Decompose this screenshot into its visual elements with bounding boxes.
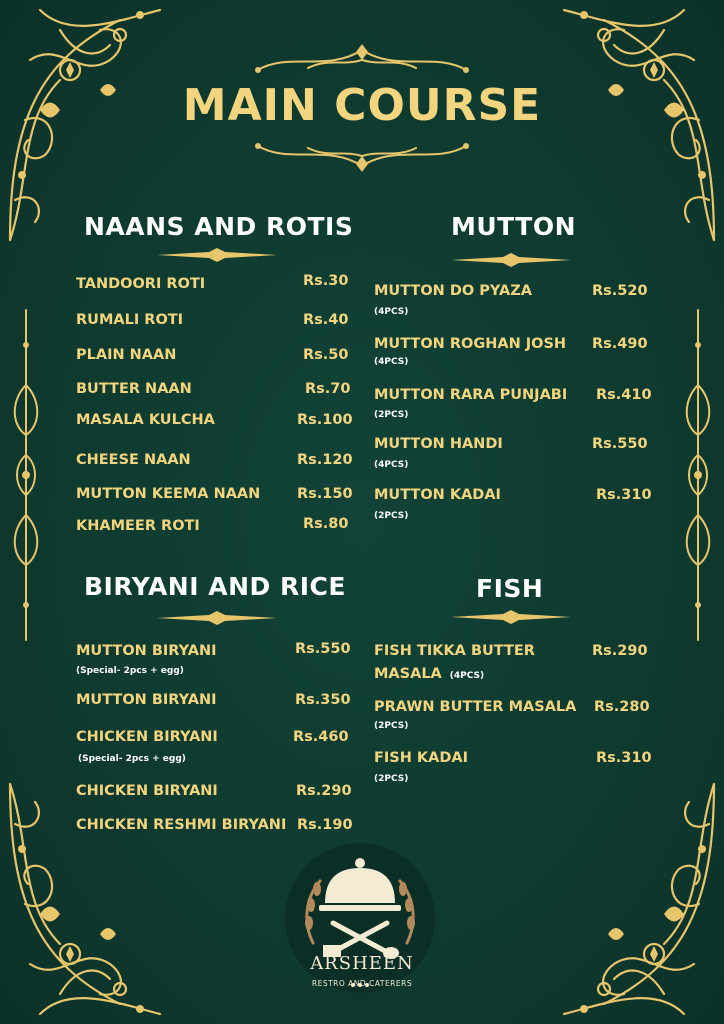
menu-item-name: TANDOORI ROTI (76, 276, 206, 292)
portion-note: (2PCS) (374, 511, 409, 521)
menu-item-price: Rs.490 (592, 336, 648, 352)
menu-item-price: Rs.50 (303, 347, 349, 363)
menu-item-name: MUTTON HANDI (374, 436, 503, 452)
menu-item-name-line2 (374, 666, 484, 682)
section-divider (451, 253, 571, 267)
menu-item-price: Rs.550 (295, 641, 351, 657)
portion-note: (2PCS) (374, 774, 409, 784)
menu-item-price: Rs.290 (592, 643, 648, 659)
title-ornament-top (248, 42, 476, 76)
menu-item-name: CHICKEN BIRYANI (76, 729, 218, 745)
section-divider (157, 248, 277, 262)
menu-item-price: Rs.290 (296, 783, 352, 799)
menu-item-name: CHICKEN BIRYANI (76, 783, 218, 799)
menu-item-name: MUTTON BIRYANI (76, 643, 217, 659)
menu-item-name: MUTTON KADAI (374, 487, 501, 503)
special-note: (Special- 2pcs + egg) (76, 666, 184, 676)
menu-item-price: Rs.550 (592, 436, 648, 452)
menu-item-price: Rs.40 (303, 312, 349, 328)
menu-item-price: Rs.190 (297, 817, 353, 833)
menu-item-name: PRAWN BUTTER MASALA (374, 699, 577, 715)
title-ornament-bottom (248, 140, 476, 174)
menu-item-price: Rs.350 (295, 692, 351, 708)
special-note: (Special- 2pcs + egg) (78, 754, 186, 764)
portion-note: (4PCS) (449, 671, 485, 681)
section-title-mutton: MUTTON (451, 212, 577, 241)
menu-item-name: MUTTON BIRYANI (76, 692, 217, 708)
menu-item-price: Rs.410 (596, 387, 652, 403)
menu-item-price: Rs.310 (596, 750, 652, 766)
menu-item-price: Rs.280 (594, 699, 650, 715)
menu-item-name: BUTTER NAAN (76, 381, 192, 397)
menu-item-name: MUTTON DO PYAZA (374, 283, 532, 299)
menu-item-name: CHEESE NAAN (76, 452, 191, 468)
menu-item-name: FISH KADAI (374, 750, 469, 766)
menu-item-price: Rs.100 (297, 412, 353, 428)
portion-note: (2PCS) (374, 410, 409, 420)
portion-note: (2PCS) (374, 721, 409, 731)
menu-item-price: Rs.70 (305, 381, 351, 397)
menu-item-name: MUTTON ROGHAN JOSH (374, 336, 567, 352)
menu-item-price: Rs.150 (297, 486, 353, 502)
section-divider (451, 610, 571, 624)
logo-brand-name: ARSHEEN (310, 953, 414, 974)
portion-note: (4PCS) (374, 460, 409, 470)
menu-item-price: Rs.30 (303, 273, 349, 289)
side-ornament-right (678, 305, 718, 645)
menu-item-name: RUMALI ROTI (76, 312, 184, 328)
menu-item-price: Rs.120 (297, 452, 353, 468)
menu-item-name: MASALA KULCHA (76, 412, 215, 428)
menu-item-name: MUTTON RARA PUNJABI (374, 387, 568, 403)
menu-item-name: PLAIN NAAN (76, 347, 177, 363)
section-title-naans: NAANS AND ROTIS (84, 212, 354, 241)
logo-tagline: RESTRO AND CATERERS (311, 979, 413, 988)
section-divider (157, 611, 277, 625)
menu-item-name: KHAMEER ROTI (76, 518, 200, 534)
section-title-fish: FISH (476, 574, 544, 603)
menu-item-name: MUTTON KEEMA NAAN (76, 486, 261, 502)
menu-item-price: Rs.80 (303, 516, 349, 532)
menu-item-name: FISH TIKKA BUTTER (374, 643, 535, 659)
menu-item-price: Rs.460 (293, 729, 349, 745)
menu-item-name-cont: MASALA (374, 666, 442, 682)
section-title-biryani: BIRYANI AND RICE (84, 572, 346, 601)
side-ornament-left (6, 305, 46, 645)
menu-item-name: CHICKEN RESHMI BIRYANI (76, 817, 287, 833)
portion-note: (4PCS) (374, 357, 409, 367)
portion-note: (4PCS) (374, 307, 409, 317)
menu-item-price: Rs.310 (596, 487, 652, 503)
page-title: MAIN COURSE (182, 80, 542, 131)
menu-item-price: Rs.520 (592, 283, 648, 299)
